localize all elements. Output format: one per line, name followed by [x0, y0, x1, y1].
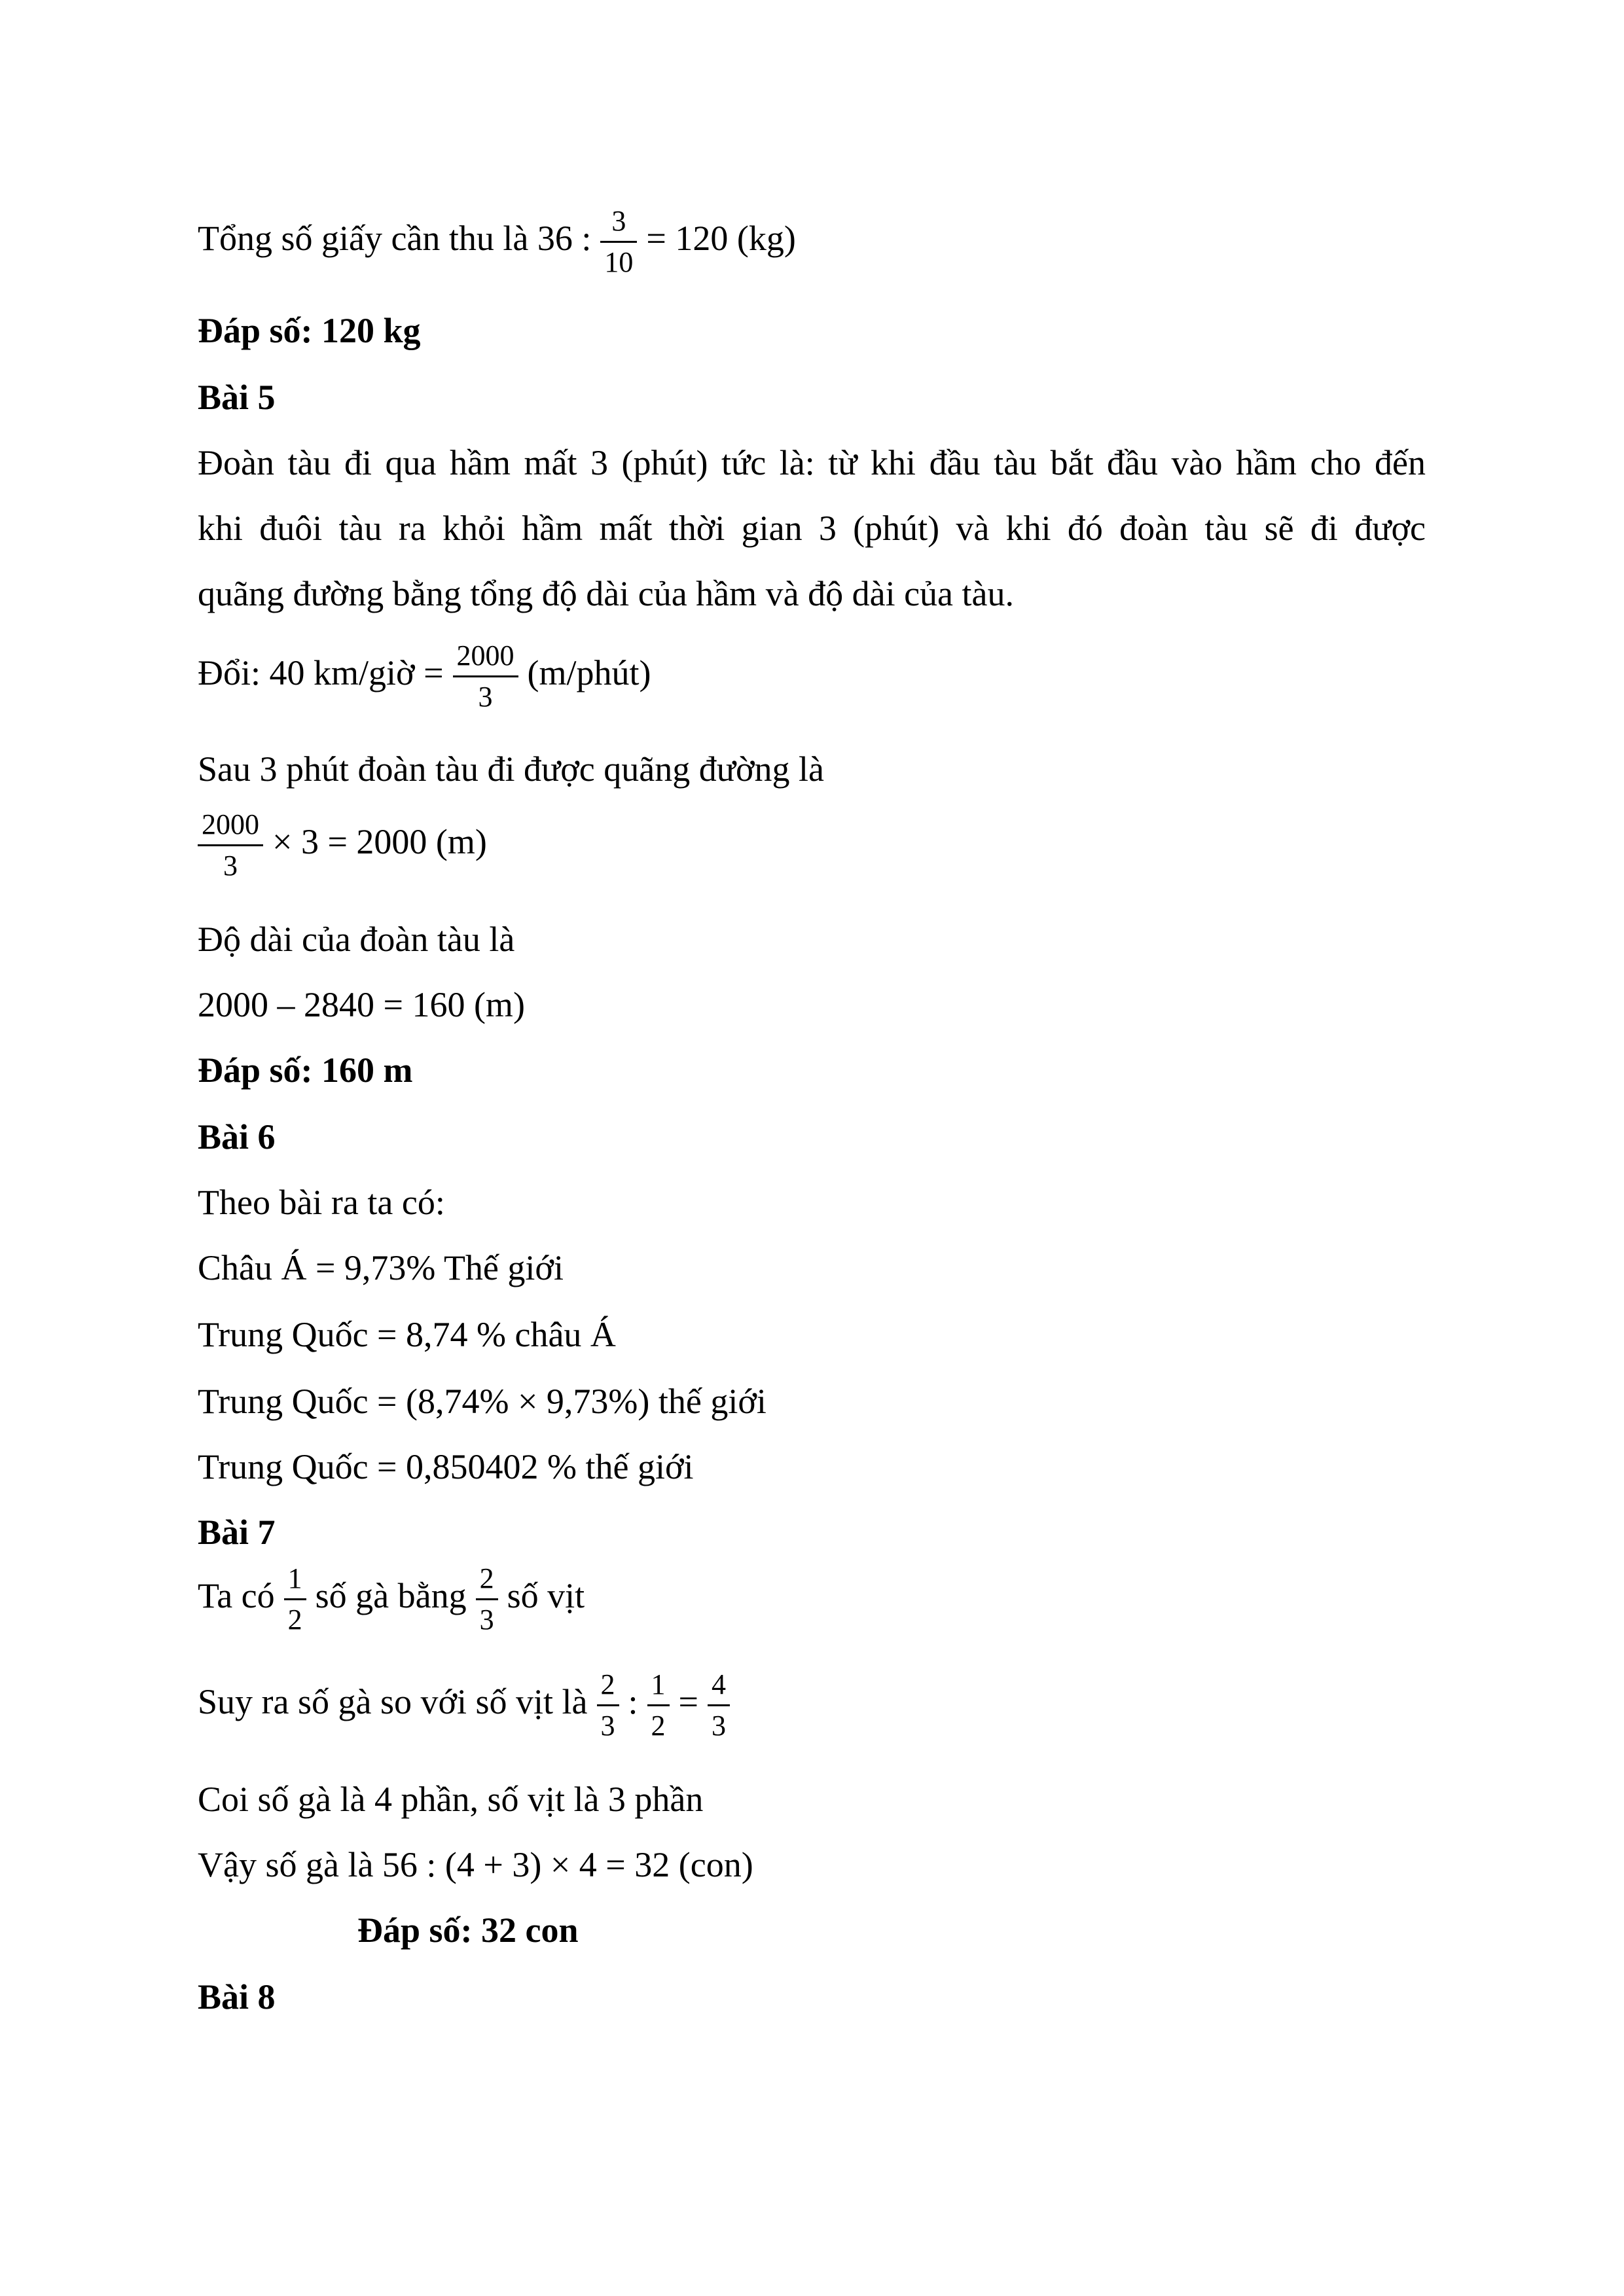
denominator: 3 [479, 1604, 494, 1636]
denominator: 2 [651, 1710, 666, 1742]
after-3-minutes-line: Sau 3 phút đoàn tàu đi được quãng đường là [198, 749, 824, 789]
numerator: 2000 [198, 810, 263, 846]
heading-bai5: Bài 5 [198, 378, 276, 417]
paragraph-line-2: khi đuôi tàu ra khỏi hầm mất thời gian 3 (phút) và khi đó đoàn tàu sẽ đi được [198, 509, 1426, 548]
paragraph-line-1: Đoàn tàu đi qua hầm mất 3 (phút) tức là: từ khi đầu tàu bắt đầu vào hầm cho đến [198, 443, 1426, 482]
asia-line: Châu Á = 9,73% Thế giới [198, 1248, 564, 1287]
fraction [647, 1670, 670, 1740]
given-line: Theo bài ra ta có: [198, 1183, 445, 1222]
distance-calc-line [198, 810, 487, 880]
answer-bai4: Đáp số: 120 kg [198, 311, 421, 350]
numerator: 3 [600, 207, 637, 243]
ratio-statement-line [198, 1564, 585, 1634]
fraction [708, 1670, 730, 1740]
answer-bai7: Đáp số: 32 con [357, 1910, 579, 1950]
fraction [600, 207, 637, 277]
text: = [678, 1681, 699, 1721]
text: (m/phút) [527, 653, 651, 692]
text: số vịt [507, 1575, 585, 1615]
denominator: 10 [604, 246, 634, 278]
numerator: 2 [476, 1564, 498, 1600]
denominator: 3 [600, 1710, 615, 1742]
denominator: 3 [712, 1710, 727, 1742]
numerator: 2000 [453, 641, 518, 677]
denominator: 2 [287, 1604, 302, 1636]
result-line: Vậy số gà là 56 : (4 + 3) × 4 = 32 (con) [198, 1845, 753, 1884]
denominator: 3 [478, 681, 493, 713]
text: = 120 (kg) [646, 218, 796, 258]
text: × 3 = 2000 (m) [272, 821, 487, 861]
text: : [628, 1681, 638, 1721]
train-length-line: Độ dài của đoàn tàu là [198, 920, 515, 959]
total-paper-line [198, 207, 796, 277]
heading-bai8: Bài 8 [198, 1977, 276, 2017]
text: Ta có [198, 1575, 275, 1615]
numerator: 4 [708, 1670, 730, 1706]
china-line-3: Trung Quốc = 0,850402 % thế giới [198, 1447, 694, 1486]
fraction [476, 1564, 498, 1634]
subtraction-line: 2000 – 2840 = 160 (m) [198, 985, 525, 1024]
fraction [453, 641, 518, 711]
china-line-1: Trung Quốc = 8,74 % châu Á [198, 1315, 616, 1354]
fraction [198, 810, 263, 880]
text: số gà bằng [315, 1575, 467, 1615]
denominator: 3 [223, 850, 238, 882]
numerator: 1 [647, 1670, 670, 1706]
text: Tổng số giấy cần thu là 36 : [198, 218, 592, 258]
answer-bai5: Đáp số: 160 m [198, 1050, 413, 1090]
heading-bai6: Bài 6 [198, 1117, 276, 1157]
paragraph-line-3: quãng đường bằng tổng độ dài của hầm và độ dài của tàu. [198, 574, 1014, 613]
fraction [597, 1670, 619, 1740]
heading-bai7: Bài 7 [198, 1513, 276, 1552]
fraction [284, 1564, 306, 1634]
numerator: 1 [284, 1564, 306, 1600]
china-line-2: Trung Quốc = (8,74% × 9,73%) thế giới [198, 1382, 767, 1421]
text: Suy ra số gà so với số vịt là [198, 1681, 588, 1721]
ratio-derivation-line [198, 1670, 739, 1740]
numerator: 2 [597, 1670, 619, 1706]
text: Đổi: 40 km/giờ = [198, 653, 444, 692]
conversion-line [198, 641, 651, 711]
parts-line: Coi số gà là 4 phần, số vịt là 3 phần [198, 1780, 704, 1819]
